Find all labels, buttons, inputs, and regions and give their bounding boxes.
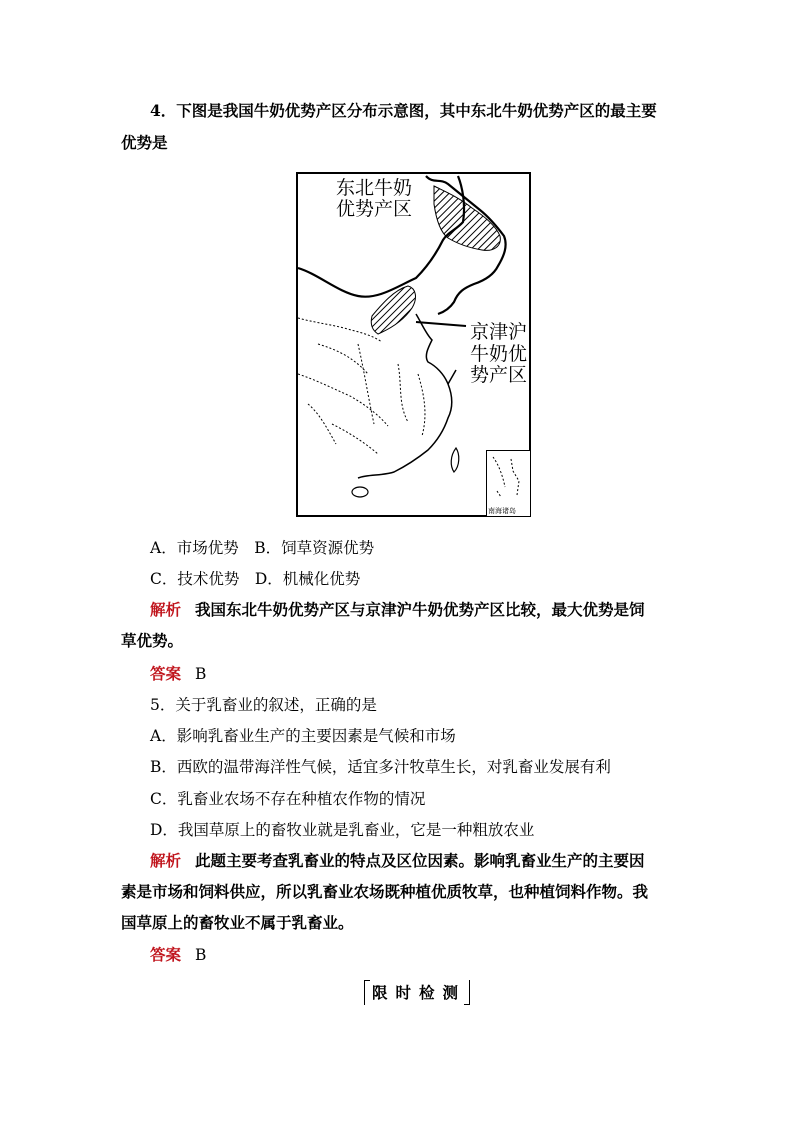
label-jjh-line3: 势产区 [470, 364, 528, 386]
q5-analysis-text: 此题主要考查乳畜业的特点及区位因素。影响乳畜业生产的主要因 [195, 851, 645, 870]
q5-option-a: A．影响乳畜业生产的主要因素是气候和市场 [150, 727, 456, 745]
section-title: 限时检测 [364, 980, 470, 1006]
q5-option-c: C．乳畜业农场不存在种植农作物的情况 [150, 790, 426, 808]
q5-option-b: B．西欧的温带海洋性气候，适宜多汁牧草生长，对乳畜业发展有利 [150, 758, 611, 776]
q4-options-line1: A．市场优势 B．饲草资源优势 [150, 539, 375, 557]
q5-option-d: D．我国草原上的畜牧业就是乳畜业，它是一种粗放农业 [150, 821, 535, 839]
q5-answer-label: 答案 [150, 945, 182, 964]
label-jjh-line1: 京津沪 [470, 321, 528, 343]
china-milk-region-map [296, 172, 531, 517]
q5-answer [150, 945, 206, 965]
q4-options-line2: C．技术优势 D．机械化优势 [150, 570, 361, 588]
q4-text-line1: 4．下图是我国牛奶优势产区分布示意图，其中东北牛奶优势产区的最主要 [150, 101, 657, 120]
inset-label: 南海诸岛 [488, 507, 516, 515]
q5-answer-value: B [195, 946, 207, 964]
south-china-sea-inset [486, 450, 531, 517]
q4-analysis-text: 我国东北牛奶优势产区与京津沪牛奶优势产区比较，最大优势是饲 [195, 600, 645, 619]
label-northeast-line2: 优势产区 [336, 198, 413, 220]
q5-text: 5．关于乳畜业的叙述，正确的是 [150, 696, 377, 714]
q4-analysis-line1 [150, 600, 645, 620]
label-northeast-line1: 东北牛奶 [336, 177, 413, 199]
q4-analysis-line2: 草优势。 [121, 631, 184, 650]
q4-text-line2: 优势是 [121, 133, 168, 152]
q4-answer-label: 答案 [150, 664, 182, 683]
q4-answer-value: B [195, 665, 207, 683]
q5-analysis-line1 [150, 851, 645, 871]
label-jjh-line2: 牛奶优 [470, 343, 528, 365]
q5-analysis-line2: 素是市场和饲料供应，所以乳畜业农场既种植优质牧草，也种植饲料作物。我 [121, 882, 649, 901]
q4-analysis-label: 解析 [150, 600, 182, 619]
q5-analysis-line3: 国草原上的畜牧业不属于乳畜业。 [121, 913, 354, 932]
inset-drawing [487, 451, 529, 515]
q5-analysis-label: 解析 [150, 851, 182, 870]
q4-answer [150, 664, 206, 684]
